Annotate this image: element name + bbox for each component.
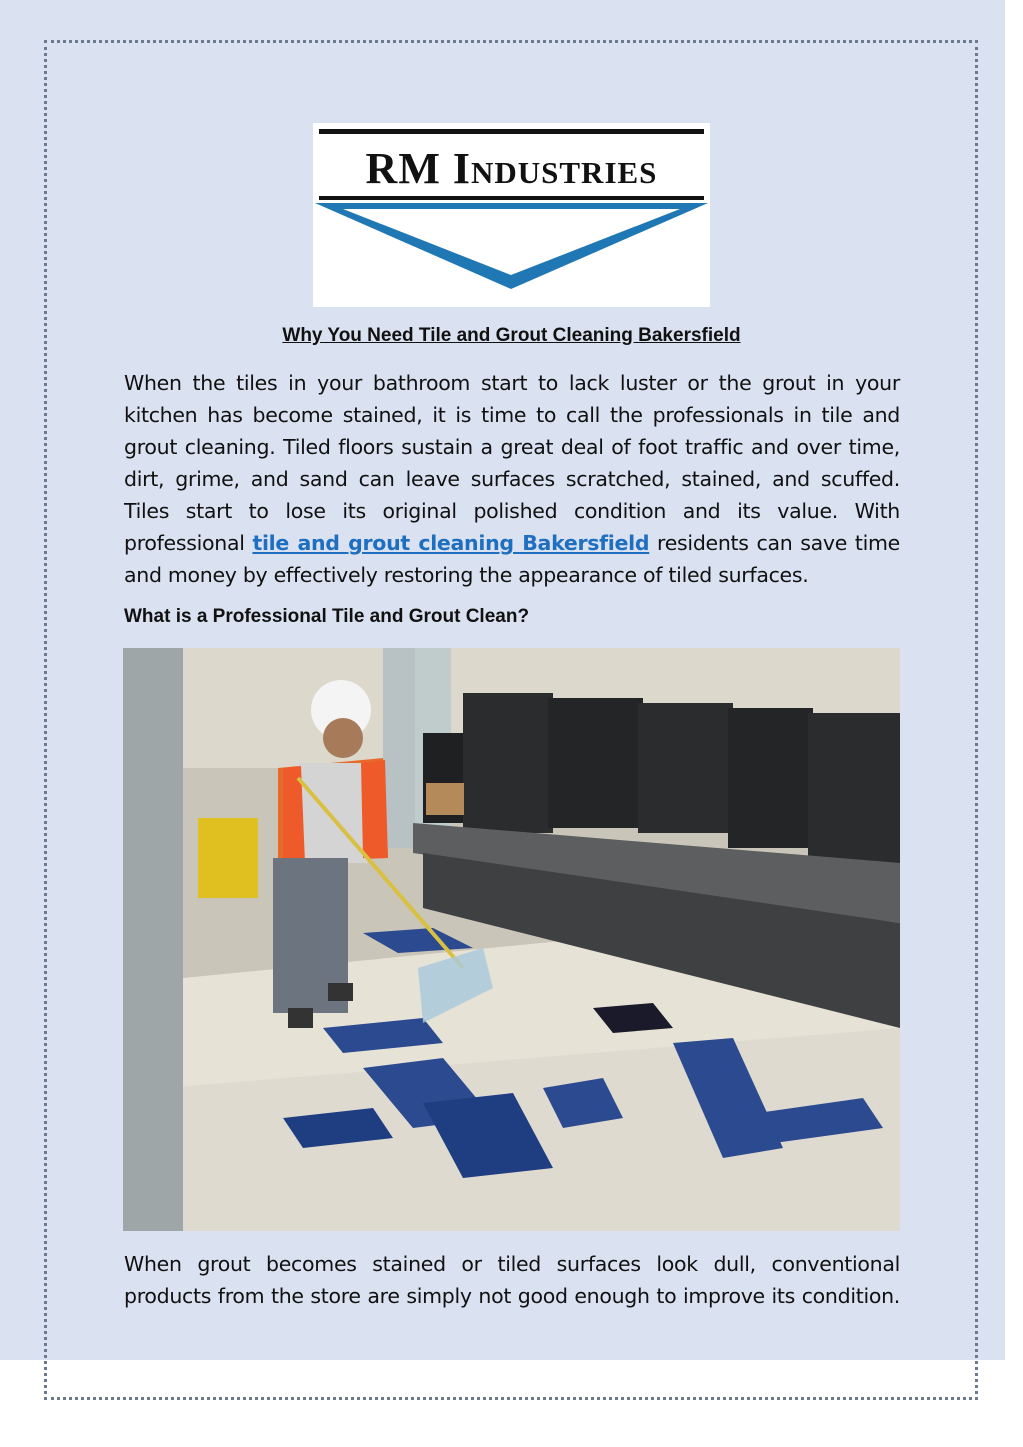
section-heading: What is a Professional Tile and Grout Clean?	[124, 606, 530, 627]
closing-paragraph: When grout becomes stained or tiled surfaces look dull, conventional products from the store are simply not good enough to improve its condition.	[124, 1252, 900, 1308]
photo-worker-mopping-floor	[123, 648, 900, 1231]
page-title: Why You Need Tile and Grout Cleaning Bakersfield	[282, 325, 741, 346]
intro-paragraph: When the tiles in your bathroom start to lack luster or the grout in your kitchen has become stained, it is time to call the professionals in tile and grout cleaning. Tiled floors sustain a great deal of foot traffic and over time, dirt, grime, and sand can leave surfaces scratched, stained, and scuffed. Tiles start to lose its original polished condition and its value. With professional tile and grout cleaning Bakersfield residents can save time and money by effectively restoring the appearance of tiled surfaces.	[124, 371, 900, 587]
logo-triangle-icon	[313, 203, 710, 307]
company-logo	[313, 123, 710, 307]
logo-wordmark: RM Industries	[365, 144, 658, 193]
tile-grout-link[interactable]: tile and grout cleaning Bakersfield	[252, 531, 650, 555]
